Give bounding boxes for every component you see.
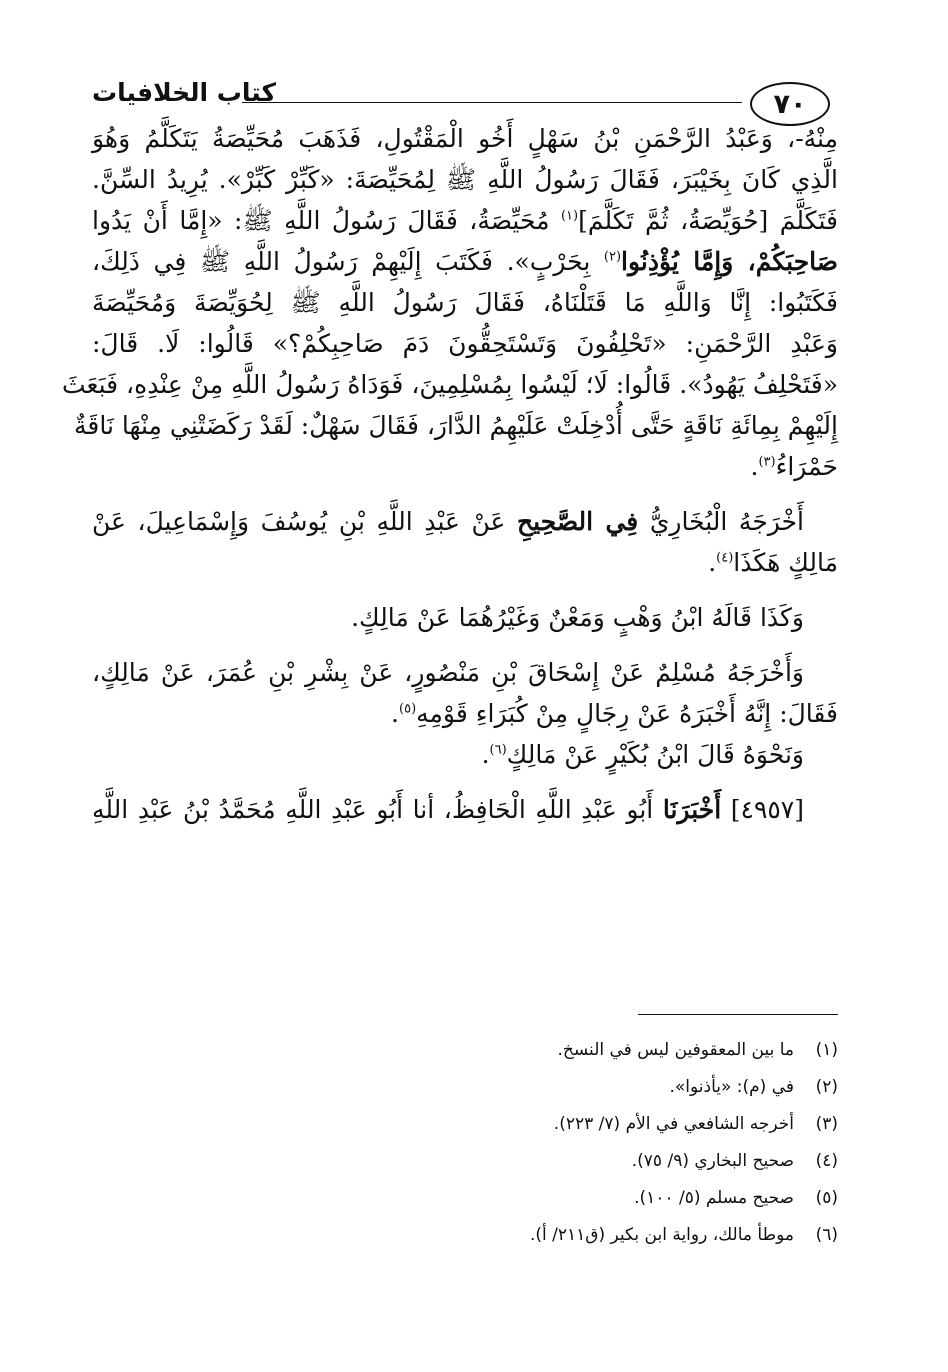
- main-text: [61, 118, 838, 830]
- text-line: مِنْهُ-، وَعَبْدُ الرَّحْمَنِ بْنُ سَهْلٍ أَخُو الْمَقْتُولِ، فَذَهَبَ مُحَيِّصَةُ يَتَكَلَّمُ وَهُوَ: [92, 124, 838, 153]
- footnote: (٦) موطأ مالك، رواية ابن بكير (ق٢١١/ أ).: [529, 1225, 838, 1245]
- page-number: ٧٠: [750, 82, 830, 126]
- footnote: (١) ما بين المعقوفين ليس في النسخ.: [557, 1040, 838, 1060]
- footnote-ref: (٦): [489, 742, 507, 758]
- text-line: صَاحِبَكُمْ، وَإِمَّا يُؤْذِنُوا$^{(٢)}$ بِحَرْبٍ». فَكَتَبَ إِلَيْهِمْ رَسُولُ اللَّهِ ﷺ فِي ذَلِكَ،: [92, 247, 838, 276]
- footnote-ref: (٤): [716, 550, 734, 566]
- text-line: فَقَالَ: إِنَّهُ أَخْبَرَهُ عَنْ رِجَالٍ مِنْ كُبَرَاءِ قَوْمِهِ$^{(٥)}$.: [391, 699, 838, 728]
- text-line: وَكَذَا قَالَهُ ابْنُ وَهْبٍ وَمَعْنٌ وَغَيْرُهُمَا عَنْ مَالِكٍ.: [351, 603, 804, 632]
- text-line: «فَتَحْلِفُ يَهُودُ». قَالُوا: لَا؛ لَيْسُوا بِمُسْلِمِينَ، فَوَدَاهُ رَسُولُ اللَّهِ مِنْ عِنْدِهِ، فَبَعَثَ: [61, 370, 838, 399]
- text-line: فَكَتَبُوا: إِنَّا وَاللَّهِ مَا قَتَلْنَاهُ، فَقَالَ رَسُولُ اللَّهِ ﷺ لِحُوَيِّصَةَ وَمُحَيِّصَةَ: [92, 288, 838, 317]
- footnote: (٣) أخرجه الشافعي في الأم (٧/ ٢٢٣).: [553, 1114, 838, 1134]
- text-line: وَأَخْرَجَهُ مُسْلِمٌ عَنْ إِسْحَاقَ بْنِ مَنْصُورٍ، عَنْ بِشْرِ بْنِ عُمَرَ، عَنْ مَالِكٍ،: [92, 658, 804, 687]
- hadith-number: [٤٩٥٧]: [730, 795, 804, 824]
- footnote-rule: [638, 1014, 838, 1015]
- book-title: كتاب الخلافيات: [92, 78, 276, 107]
- text-line: وَعَبْدِ الرَّحْمَنِ: «تَحْلِفُونَ وَتَسْتَحِقُّونَ دَمَ صَاحِبِكُمْ؟» قَالُوا: لَا. قَالَ:: [92, 329, 838, 358]
- page: [61, 68, 838, 1328]
- text-line: إِلَيْهِمْ بِمِائَةِ نَاقَةٍ حَتَّى أُدْخِلَتْ عَلَيْهِمُ الدَّارَ، فَقَالَ سَهْلٌ: لَقَدْ رَكَضَتْنِي مِنْهَا نَاقَةٌ: [74, 411, 838, 440]
- footnotes: [92, 1032, 838, 1254]
- footnote: (٤) صحيح البخاري (٩/ ٧٥).: [631, 1151, 838, 1171]
- text-line: الَّذِي كَانَ بِخَيْبَرَ، فَقَالَ رَسُولُ اللَّهِ ﷺ لِمُحَيِّصَةَ: «كَبِّرْ كَبِّرْ». يُرِيدُ السِّنَّ.: [92, 165, 838, 194]
- text-line: [٤٩٥٧] أَخْبَرَنَا أَبُو عَبْدِ اللَّهِ الْحَافِظُ، أنا أَبُو عَبْدِ اللَّهِ مُحَمَّدُ بْنُ عَبْدِ اللَّهِ: [92, 795, 804, 824]
- footnote-ref: (١): [560, 208, 579, 224]
- footnote-ref: (٣): [758, 454, 776, 470]
- akhbarana: أَخْبَرَنَا: [662, 795, 722, 824]
- text-line: مَالِكٍ هَكَذَا$^{(٤)}$.: [708, 548, 838, 577]
- footnote: (٥) صحيح مسلم (٥/ ١٠٠).: [634, 1188, 838, 1208]
- header-rule: [242, 102, 742, 103]
- text-line: حَمْرَاءُ$^{(٣)}$.: [750, 452, 838, 481]
- footnote-ref: (٥): [399, 701, 417, 717]
- text-line: وَنَحْوَهُ قَالَ ابْنُ بُكَيْرٍ عَنْ مَالِكٍ$^{(٦)}$.: [481, 740, 804, 769]
- footnote-ref: (٢): [603, 249, 622, 265]
- text-line: أَخْرَجَهُ الْبُخَارِيُّ فِي الصَّحِيحِ عَنْ عَبْدِ اللَّهِ بْنِ يُوسُفَ وَإِسْمَاعِيلَ، عَنْ: [92, 507, 804, 536]
- text-line: فَتَكَلَّمَ [حُوَيِّصَةُ، ثُمَّ تَكَلَّمَ]$^{(١)}$ مُحَيِّصَةُ، فَقَالَ رَسُولُ اللَّهِ ﷺ: «إِمَّا أَنْ يَدُوا: [92, 206, 838, 235]
- footnote: (٢) في (م): «يأذنوا».: [669, 1077, 838, 1097]
